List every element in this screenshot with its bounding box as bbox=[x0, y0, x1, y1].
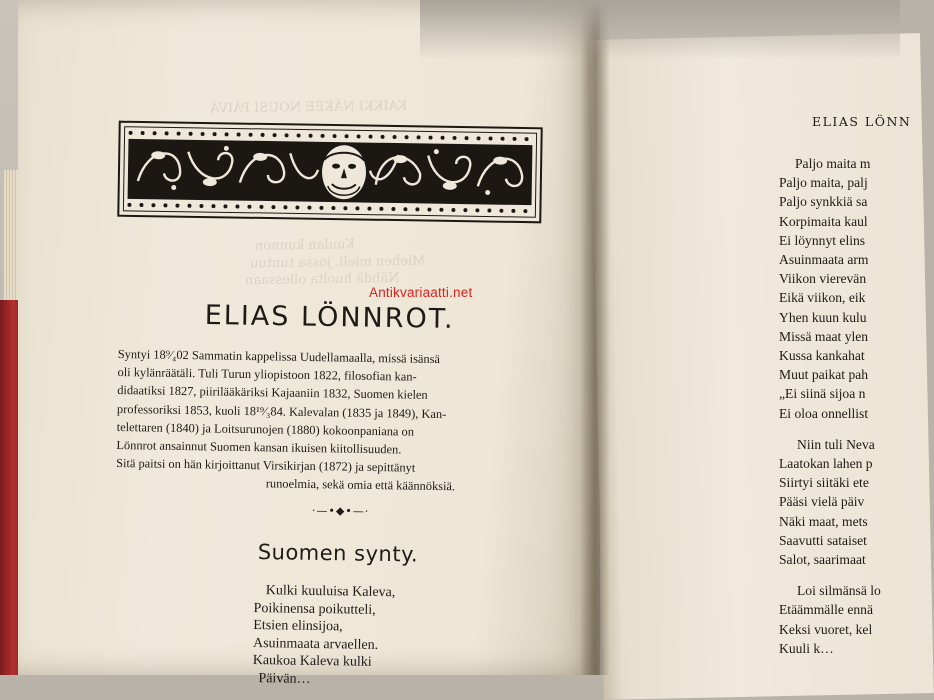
poem-line: Asuinmaata arm bbox=[779, 252, 869, 268]
right-page bbox=[590, 33, 934, 700]
bio-line: runoelmia, sekä omia että käännöksiä. bbox=[265, 476, 456, 494]
poem-line: Yhen kuun kulu bbox=[779, 309, 867, 325]
page-title: ELIAS LÖNNROT. bbox=[204, 300, 455, 335]
section-divider: ·—•◆•—· bbox=[311, 504, 370, 518]
poem-line: Paljo maita m bbox=[795, 156, 871, 171]
poem-line: Keksi vuoret, kel bbox=[779, 621, 873, 637]
poem-right bbox=[779, 154, 881, 658]
poem-line: Näki maat, mets bbox=[779, 513, 868, 529]
poem-title: Suomen synty. bbox=[257, 540, 419, 567]
bleed-text-2: Kuulan kunnon bbox=[254, 237, 355, 254]
poem-line: Loi silmänsä lo bbox=[797, 583, 881, 599]
poem-line: Ei oloa onnellist bbox=[779, 405, 869, 421]
bio-line: Syntyi 18⁹⁄₄02 Sammatin kappelissa Uudellamaalla, missä isänsä bbox=[117, 346, 441, 367]
poem-line: Muut paikat pah bbox=[779, 367, 869, 383]
poem-line: Saavutti sataiset bbox=[779, 532, 867, 548]
poem-line: Missä maat ylen bbox=[779, 328, 869, 344]
bleed-text-3: Miehen mieli, jossa tuntuu bbox=[249, 253, 426, 272]
biography-paragraph bbox=[116, 345, 570, 498]
poem-line: Kaukoa Kaleva kulki bbox=[252, 652, 372, 670]
poem-line: Etsien elinsijoa, bbox=[253, 617, 343, 635]
poem-line: Eikä viikon, eik bbox=[779, 290, 866, 306]
stanza-gap bbox=[779, 423, 881, 435]
poem-line: Pääsi vielä päiv bbox=[779, 494, 865, 510]
bio-line: oli kylänräätäli. Tuli Turun yliopistoon 1822, filosofian kan- bbox=[117, 365, 417, 384]
bleed-text-1: KAIKKI NÄKEE NOUSI PÄIVÄ bbox=[209, 98, 408, 117]
poem-line: Asuinmaata arvaellen. bbox=[252, 635, 379, 653]
poem-line: Ei löynnyt elins bbox=[779, 232, 866, 248]
poem-line: Laatokan lahen p bbox=[779, 456, 873, 472]
poem-line: Paljo synkkiä sa bbox=[779, 194, 868, 210]
bio-line: professoriksi 1853, kuoli 18¹⁹⁄₃84. Kalevalan (1835 ja 1849), Kan- bbox=[116, 401, 447, 421]
poem-line: Korpimaita kaul bbox=[779, 213, 868, 229]
poem-line: Kussa kankahat bbox=[779, 348, 865, 364]
bio-line: Sitä paitsi on hän kirjoittanut Virsikirjan (1872) ja sepittänyt bbox=[116, 456, 416, 475]
stanza-gap bbox=[779, 569, 881, 581]
poem-line: „Ei siinä sijoa n bbox=[779, 386, 866, 402]
poem-line: Kuuli k… bbox=[779, 640, 834, 656]
bio-line: Lönnrot ansainnut Suomen kansan ikuisen kiitollisuuden. bbox=[116, 438, 402, 457]
poem-line: Paljo maita, palj bbox=[779, 175, 868, 191]
poem-line: Salot, saarimaat bbox=[779, 552, 866, 568]
bleed-text-4: Nähdä huolta ollessaan bbox=[244, 270, 400, 289]
poem-line: Siirtyi siitäki ete bbox=[779, 475, 869, 491]
poem-line: Etäämmälle ennä bbox=[779, 602, 873, 618]
decorative-headpiece-ornament bbox=[117, 121, 542, 224]
poem-line: Poikinensa poikutteli, bbox=[253, 600, 376, 618]
running-header: ELIAS LÖNN bbox=[812, 114, 912, 129]
bio-line: telettaren (1840) ja Loitsurunojen (1880) kokoonpaniana on bbox=[116, 419, 415, 439]
book-gutter bbox=[580, 0, 610, 675]
top-shadow bbox=[420, 0, 900, 60]
poem-line: Kulki kuuluisa Kaleva, bbox=[265, 583, 396, 601]
bio-line: didaatiksi 1827, piirilääkäriksi Kajaaniin 1832, Suomen kielen bbox=[117, 383, 428, 403]
poem-left bbox=[252, 582, 395, 689]
watermark-text: Antikvariaatti.net bbox=[369, 285, 473, 300]
poem-line: Päivän… bbox=[258, 670, 311, 687]
poem-line: Niin tuli Neva bbox=[797, 436, 875, 452]
poem-line: Viikon vierevän bbox=[779, 271, 867, 287]
